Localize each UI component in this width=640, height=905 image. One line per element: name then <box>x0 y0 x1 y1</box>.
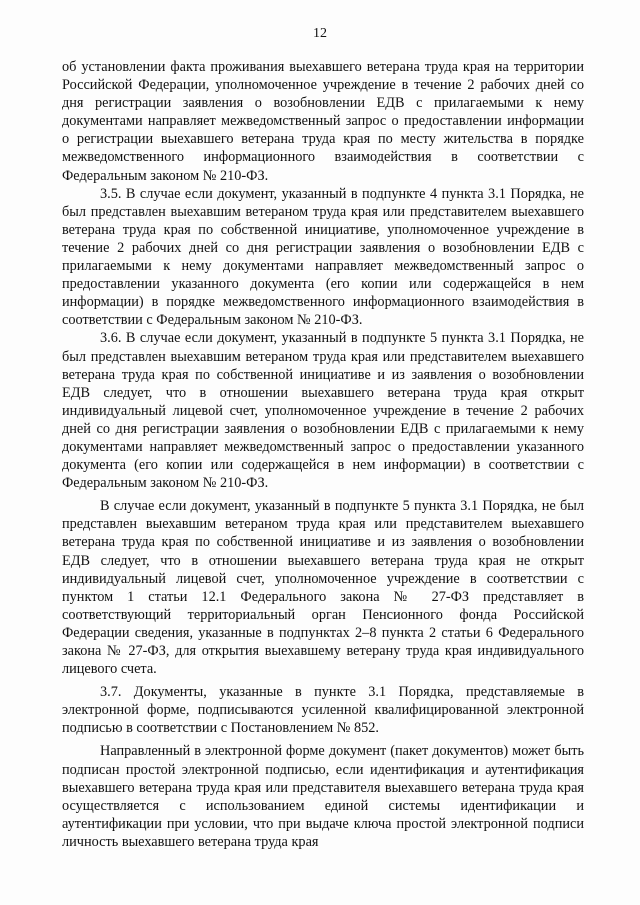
page-number: 12 <box>313 26 327 41</box>
paragraph-3-6: 3.6. В случае если документ, указанный в подпункте 5 пункта 3.1 Порядка, не был представлен выехавшим ветераном труда края или представителем выехавшего ветерана труда края по собственной инициативе и из заявления о возобновлении ЕДВ следует, что в отношении выехавшего ветерана труда края открыт индивидуальный лицевой счет, уполномоченное учреждение в течение 2 рабочих дней со дня регистрации заявления о возобновлении ЕДВ с прилагаемыми к нему документами направляет межведомственный запрос о предоставлении указанного документа (его копии или содержащейся в нем информации) в соответствии с Федеральным законом № 210-ФЗ. <box>62 330 584 492</box>
paragraph-3-7: 3.7. Документы, указанные в пункте 3.1 Порядка, представляемые в электронной форме, подписываются усиленной квалифицированной электронной подписью в соответствии с Постановлением № 852. <box>62 684 584 737</box>
paragraph-3-6-second: В случае если документ, указанный в подпункте 5 пункта 3.1 Порядка, не был представлен выехавшим ветераном труда края или представителем выехавшего ветерана труда края по собственной инициативе и из заявления о возобновлении ЕДВ следует, что в отношении выехавшего ветерана труда края не открыт индивидуальный лицевой счет, уполномоченное учреждение в соответствии с пунктом 1 статьи 12.1 Федерального закона № 27-ФЗ представляет в соответствующий территориальный орган Пенсионного фонда Российской Федерации сведения, указанные в подпунктах 2–8 пункта 2 статьи 6 Федерального закона № 27-ФЗ, для открытия выехавшему ветерану труда края индивидуального лицевого счета. <box>62 498 584 678</box>
document-body <box>62 58 584 851</box>
paragraph-3-5: 3.5. В случае если документ, указанный в подпункте 4 пункта 3.1 Порядка, не был представлен выехавшим ветераном труда края или представителем выехавшего ветерана труда края по собственной инициативе, уполномоченное учреждение в течение 2 рабочих дней со дня регистрации заявления о возобновлении ЕДВ с прилагаемыми к нему документами направляет межведомственный запрос о предоставлении указанного документа (его копии или содержащейся в нем информации) в порядке межведомственного информационного взаимодействия в соответствии с Федеральным законом № 210-ФЗ. <box>62 185 584 329</box>
paragraph-simple-signature: Направленный в электронной форме документ (пакет документов) может быть подписан простой электронной подписью, если идентификация и аутентификация выехавшего ветерана труда края или представителя выехавшего ветерана труда края осуществляется с использованием единой системы идентификации и аутентификации при условии, что при выдаче ключа простой электронной подписи личность выехавшего ветерана труда края <box>62 743 584 850</box>
paragraph-continuation: об установлении факта проживания выехавшего ветерана труда края на территории Российской Федерации, уполномоченное учреждение в течение 2 рабочих дней со дня регистрации заявления о возобновлении ЕДВ с прилагаемыми к нему документами направляет межведомственный запрос о предоставлении информации о регистрации выехавшего ветерана труда края по месту жительства в порядке межведомственного информационного взаимодействия в соответствии с Федеральным законом № 210-ФЗ. <box>62 59 584 184</box>
